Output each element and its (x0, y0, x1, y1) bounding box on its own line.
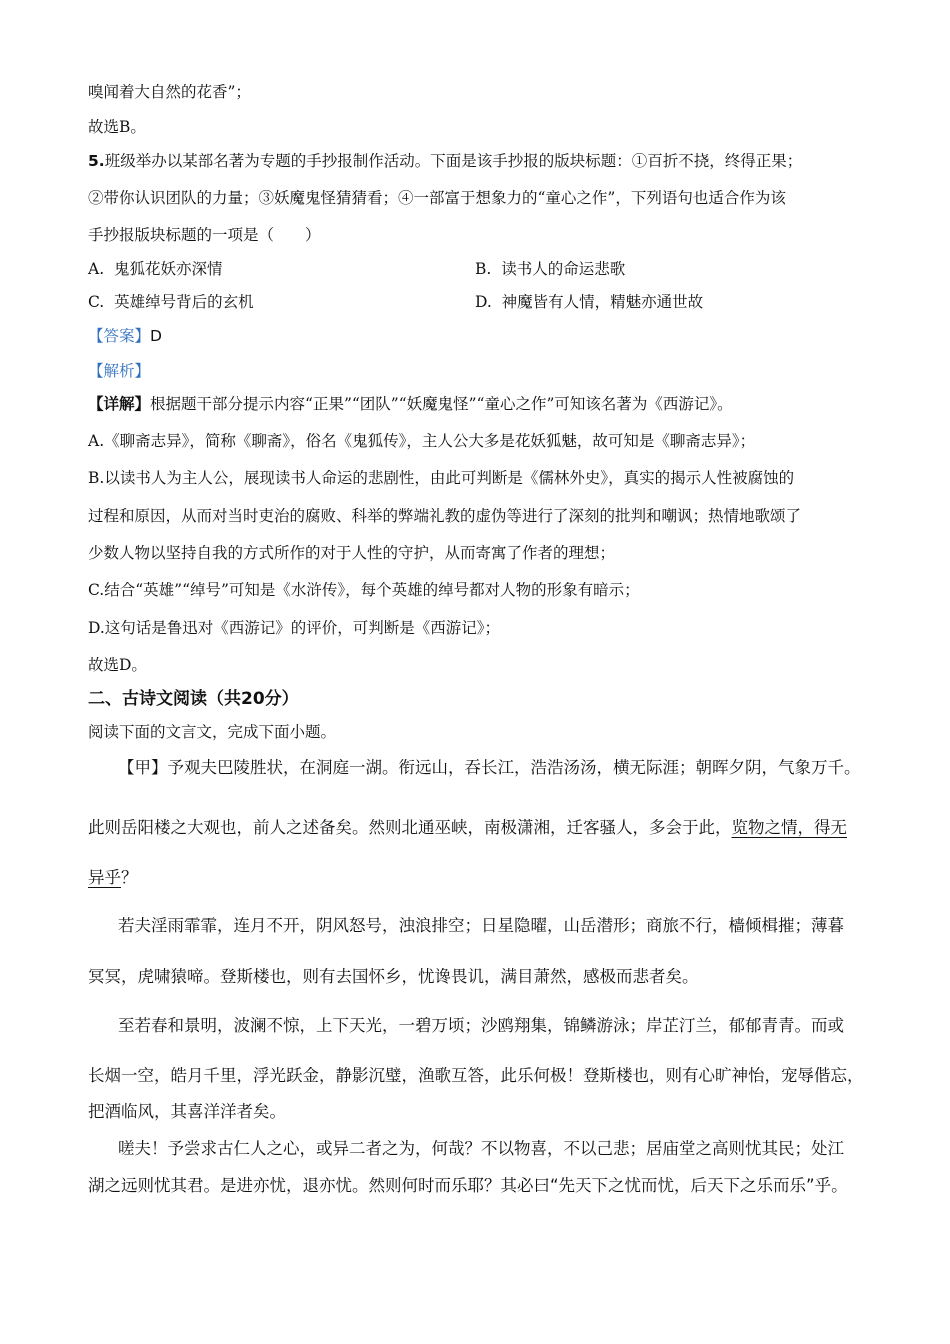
underlined-phrase: 览物之情，得无 (731, 818, 847, 837)
conclusion-line: 故选B。 (88, 118, 146, 136)
option-c (88, 291, 254, 313)
explain-c: C.结合“英雄”“绰号”可知是《水浒传》，每个英雄的绰号都对人物的形象有暗示； (88, 581, 640, 599)
explain-b-line-1: B.以读书人为主人公，展现读书人命运的悲剧性，由此可判断是《儒林外史》，真实的揭示人性被腐蚀的 (88, 469, 795, 487)
answer-line (88, 325, 162, 347)
analysis-tag: 【解析】 (88, 362, 151, 380)
explain-b-line-2: 过程和原因，从而对当时吏治的腐败、科举的弊端礼教的虚伪等进行了深刻的批判和嘲讽；热情地歌颂了 (88, 507, 802, 525)
passage-p4-line-2: 湖之远则忧其君。是进亦忧，退亦忧。然则何时而乐耶？其必曰“先天下之忧而忧，后天下之乐而乐”乎。 (88, 1176, 848, 1195)
passage-p1-line-2 (88, 816, 847, 840)
option-label: B. (475, 260, 492, 278)
option-label: C. (88, 293, 105, 311)
analysis-line (88, 360, 150, 382)
passage-p3-line-1: 至若春和景明，波澜不惊，上下天光，一碧万顷；沙鸥翔集，锦鳞游泳；岸芷汀兰，郁郁青青。而或 (118, 1016, 844, 1035)
passage-p4-line-1: 嗟夫！予尝求古仁人之心，或异二者之为，何哉？不以物喜，不以己悲；居庙堂之高则忧其民；处江 (118, 1139, 844, 1158)
detail-line (88, 393, 733, 415)
question-5-stem-line-2: ②带你认识团队的力量；③妖魔鬼怪猜猜看；④一部富于想象力的“童心之作”，下列语句也适合作为该 (88, 189, 786, 207)
option-d (475, 291, 703, 313)
underlined-phrase: 异乎 (88, 868, 121, 887)
option-label: A. (88, 260, 105, 278)
passage-p1-line-3 (88, 866, 138, 890)
question-number: 5. (88, 152, 105, 170)
option-text: 鬼狐花妖亦深情 (113, 260, 223, 278)
option-text: 英雄绰号背后的玄机 (114, 293, 254, 311)
passage-text: ？ (121, 868, 138, 887)
text-line: 嗅闻着大自然的花香”； (88, 83, 251, 101)
option-label: D. (475, 293, 492, 311)
explain-d: D.这句话是鲁迅对《西游记》的评价，可判断是《西游记》； (88, 619, 501, 637)
option-b (475, 258, 625, 280)
option-text: 神魔皆有人情，精魅亦通世故 (501, 293, 704, 311)
question-5-stem-line-1 (88, 150, 802, 172)
section-instruction: 阅读下面的文言文，完成下面小题。 (88, 723, 337, 741)
conclusion-line: 故选D。 (88, 656, 147, 674)
answer-value: D (150, 327, 162, 345)
passage-p2-line-1: 若夫淫雨霏霏，连月不开，阴风怒号，浊浪排空；日星隐曜，山岳潜形；商旅不行，樯倾楫摧；薄暮 (118, 916, 844, 935)
passage-p2-line-2: 冥冥，虎啸猿啼。登斯楼也，则有去国怀乡，忧谗畏讥，满目萧然，感极而悲者矣。 (88, 967, 699, 986)
option-a (88, 258, 223, 280)
explain-b-line-3: 少数人物以坚持自我的方式所作的对于人性的守护，从而寄寓了作者的理想； (88, 544, 616, 562)
passage-p3-line-2: 长烟一空，皓月千里，浮光跃金，静影沉璧，渔歌互答，此乐何极！登斯楼也，则有心旷神怡，宠辱偕忘， (88, 1066, 864, 1085)
answer-tag: 【答案】 (88, 327, 151, 345)
explain-a: A.《聊斋志异》，简称《聊斋》，俗名《鬼狐传》，主人公大多是花妖狐魅，故可知是《聊斋志异》； (88, 432, 756, 450)
passage-p1-line-1: 【甲】予观夫巴陵胜状，在洞庭一湖。衔远山，吞长江，浩浩汤汤，横无际涯；朝晖夕阴，气象万千。 (118, 758, 861, 777)
detail-text: 根据题干部分提示内容“正果”“团队”“妖魔鬼怪”“童心之作”可知该名著为《西游记》。 (150, 395, 733, 413)
section-heading: 二、古诗文阅读（共20分） (88, 689, 299, 709)
question-5-stem-line-3: 手抄报版块标题的一项是（ ） (88, 226, 321, 244)
stem-text: 班级举办以某部名著为专题的手抄报制作活动。下面是该手抄报的版块标题：①百折不挠，终得正果； (104, 152, 803, 170)
passage-text: 此则岳阳楼之大观也，前人之述备矣。然则北通巫峡，南极潇湘，迁客骚人，多会于此， (88, 818, 732, 837)
detail-tag: 【详解】 (88, 394, 151, 413)
option-text: 读书人的命运悲歌 (501, 260, 626, 278)
passage-p3-line-3: 把酒临风，其喜洋洋者矣。 (88, 1102, 286, 1121)
